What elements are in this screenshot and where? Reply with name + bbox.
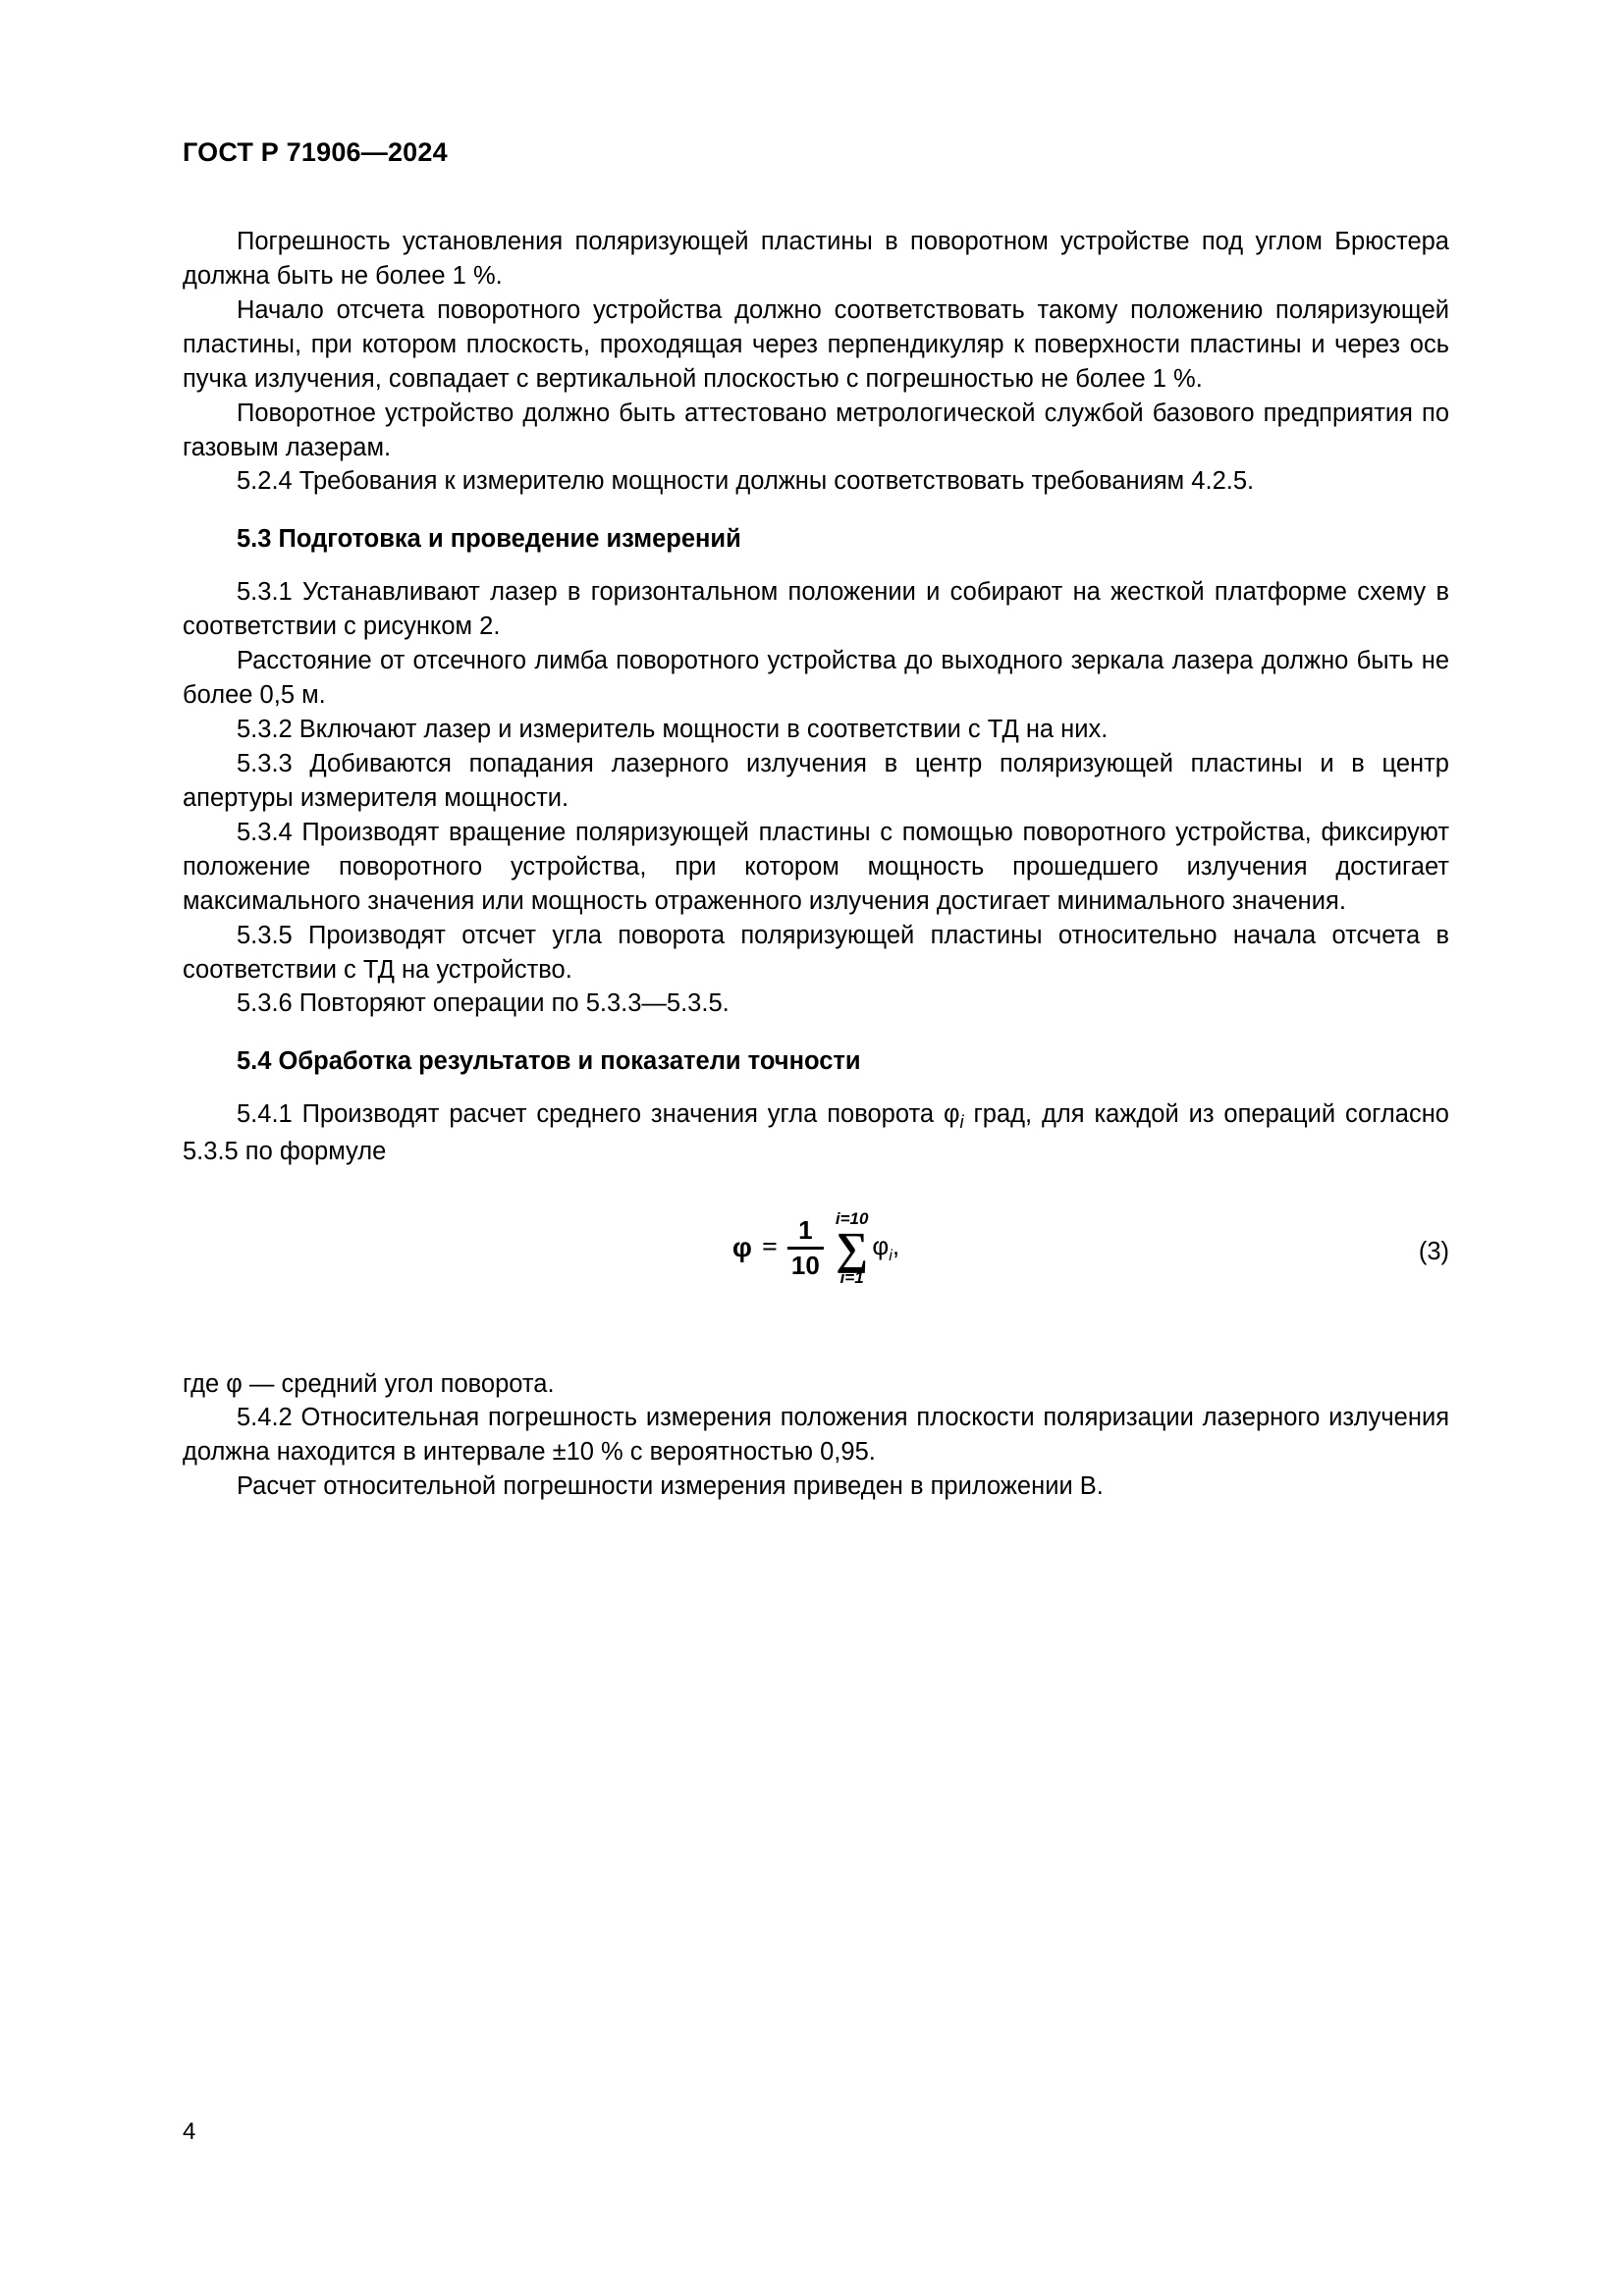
page-number: 4 (183, 2118, 196, 2145)
paragraph-certification: Поворотное устройство должно быть аттестовано метрологической службой базового предприятия по газовым лазерам. (183, 399, 1449, 461)
paragraph-5-4-1-part1: 5.4.1 Производят расчет среднего значения угла поворота φ (237, 1100, 960, 1129)
paragraph-5-4-2: 5.4.2 Относительная погрешность измерения положения плоскости поляризации лазерного излучения должна находится в интервале ±10 % с вероятностью 0,95. (183, 1404, 1449, 1467)
paragraph-5-3-4: 5.3.4 Производят вращение поляризующей пластины с помощью поворотного устройства, фиксируют положение поворотного устройства, при котором мощность прошедшего излучения достигает максимального значения или мощность отраженного излучения достигает минимального значения. (183, 818, 1449, 915)
formula-term-phi: φ (872, 1230, 890, 1260)
formula-term (872, 1231, 899, 1265)
paragraph-where-phi: где φ — средний угол поворота. (183, 1369, 555, 1398)
formula-3-block (183, 1210, 1449, 1328)
formula-term-subscript: i (889, 1247, 893, 1264)
paragraph-5-4-1 (183, 1097, 1449, 1168)
formula-fraction (787, 1214, 824, 1280)
formula-summation (836, 1210, 869, 1287)
heading-5-4: 5.4 Обработка результатов и показатели точности (237, 1047, 861, 1076)
formula-lhs-phi: φ (731, 1232, 752, 1263)
formula-fraction-numerator: 1 (798, 1214, 813, 1245)
paragraph-5-3-2: 5.3.2 Включают лазер и измеритель мощности в соответствии с ТД на них. (237, 716, 1109, 744)
paragraph-5-4-1-subscript: i (959, 1111, 964, 1133)
formula-fraction-denominator: 10 (790, 1250, 820, 1280)
formula-fraction-bar (787, 1247, 824, 1250)
formula-sum-upper-limit: i=10 (835, 1208, 869, 1228)
paragraph-brewster-error: Погрешность установления поляризующей пластины в поворотном устройстве под углом Брюстера должна быть не более 1 %. (183, 228, 1449, 290)
page-content (183, 137, 1449, 1504)
paragraph-5-3-5: 5.3.5 Производят отсчет угла поворота поляризующей пластины относительно начала отсчета в соответствии с ТД на устройство. (183, 921, 1449, 984)
paragraph-5-3-3: 5.3.3 Добиваются попадания лазерного излучения в центр поляризующей пластины и в центр апертуры измерителя мощности. (183, 749, 1449, 812)
formula-sum-lower-limit: i=1 (839, 1268, 864, 1288)
document-standard-header: ГОСТ Р 71906—2024 (183, 137, 448, 167)
paragraph-appendix-reference: Расчет относительной погрешности измерения приведен в приложении В. (237, 1472, 1104, 1501)
paragraph-distance: Расстояние от отсечного лимба поворотного устройства до выходного зеркала лазера должно быть не более 0,5 м. (183, 647, 1449, 710)
heading-5-3: 5.3 Подготовка и проведение измерений (237, 525, 741, 554)
formula-sigma-symbol: ∑ (836, 1222, 869, 1273)
formula-term-comma: , (892, 1230, 900, 1260)
paragraph-rotation-origin: Начало отсчета поворотного устройства должно соответствовать такому положению поляризующей пластины, при котором плоскость, проходящая через перпендикуляр к поверхности пластины и через ось пучка излучения, совпадает с вертикальной плоскостью с погрешностью не более 1 %. (183, 295, 1449, 393)
formula-3 (732, 1210, 899, 1287)
paragraph-5-2-4: 5.2.4 Требования к измерителю мощности должны соответствовать требованиям 4.2.5. (237, 467, 1255, 496)
formula-number-3: (3) (1418, 1237, 1449, 1265)
paragraph-5-3-6: 5.3.6 Повторяют операции по 5.3.3—5.3.5. (237, 989, 730, 1018)
paragraph-5-4-1-part2: град, для каждой из операций согласно 5.3.5 по формуле (183, 1100, 1449, 1165)
formula-equals-sign: = (761, 1232, 778, 1263)
paragraph-5-3-1: 5.3.1 Устанавливают лазер в горизонтальном положении и собирают на жесткой платформе схему в соответствии с рисунком 2. (183, 578, 1449, 641)
